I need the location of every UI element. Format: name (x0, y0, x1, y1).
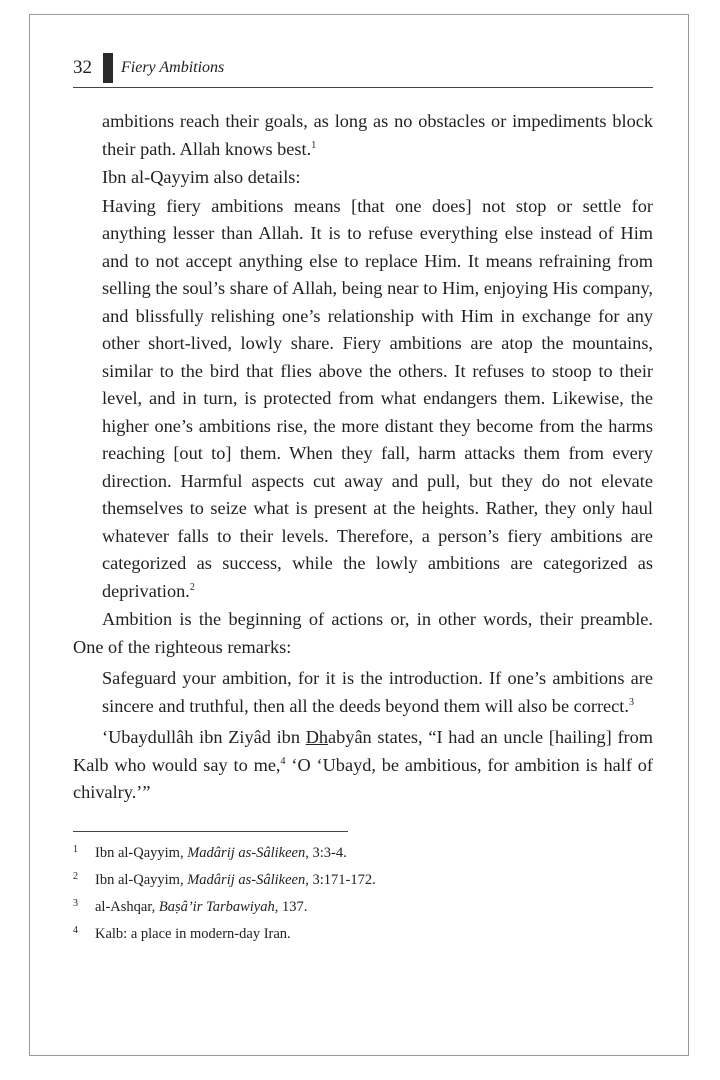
paragraph-4: ‘Ubaydullâh ibn Ziyâd ibn Dhabyân states, “I had an uncle [hailing] from Kalb who would say to me,$^4$ ‘O ‘Ubayd, be ambitious, for ambition is half of chivalry.’” (73, 727, 654, 802)
footnote-4: 4 Kalb: a place in modern-day Iran. (73, 924, 291, 942)
footnote-1: 1 Ibn al-Qayyim, Madârij as-Sâlikeen, 3:3-4. (73, 843, 347, 861)
page-content (73, 48, 653, 948)
footnotes (73, 840, 653, 948)
footnote-divider (73, 831, 348, 832)
page-number: 32 (73, 56, 92, 78)
footnote-ref-1[interactable]: 1 (311, 139, 317, 151)
running-header (73, 48, 653, 88)
body-text (73, 108, 653, 807)
running-title: Fiery Ambitions (121, 58, 225, 76)
paragraph-1: ambitions reach their goals, as long as no obstacles or impediments block their path. Allah knows best.$^1$ (102, 111, 653, 159)
block-quote-2: Safeguard your ambition, for it is the introduction. If one’s ambitions are sincere and truthful, then all the deeds beyond them will also be correct.$^3$ (102, 668, 653, 716)
footnote-2: 2 Ibn al-Qayyim, Madârij as-Sâlikeen, 3:171-172. (73, 870, 376, 888)
paragraph-2: Ibn al-Qayyim also details: (102, 167, 301, 187)
footnote-3: 3 al-Ashqar, Baṣâ’ir Tarbawiyah, 137. (73, 897, 308, 915)
paragraph-3: Ambition is the beginning of actions or, in other words, their preamble. One of the righteous remarks: (73, 609, 653, 657)
block-quote-1: Having fiery ambitions means [that one does] not stop or settle for anything lesser than Allah. It is to refuse everything else instead of Him and to not accept anything else to replace Him. It means refraining from selling the soul’s share of Allah, being near to Him, enjoying His company, and blissfully relishing one’s relationship with Him in exchange for any other short-lived, lowly share. Fiery ambitions are atop the mountains, similar to the bird that flies above the others. It refuses to stoop to their level, and in turn, is protected from what endangers them. Likewise, the higher one’s ambitions rise, the more distant they become from the harms reaching [out to] them. When they fall, harm attacks them from every direction. Harmful aspects cut away and pull, but they do not elevate themselves to seize what is present at the heights. Rather, they only haul whatever falls to their levels. Therefore, a person’s fiery ambitions are categorized as success, while the lowly ambitions are categorized as deprivation.$^2$ (102, 195, 653, 601)
footnote-ref-3[interactable]: 3 (628, 696, 634, 708)
header-bar (103, 53, 113, 83)
footnote-ref-2[interactable]: 2 (189, 581, 195, 593)
footnote-ref-4[interactable]: 4 (280, 755, 286, 767)
